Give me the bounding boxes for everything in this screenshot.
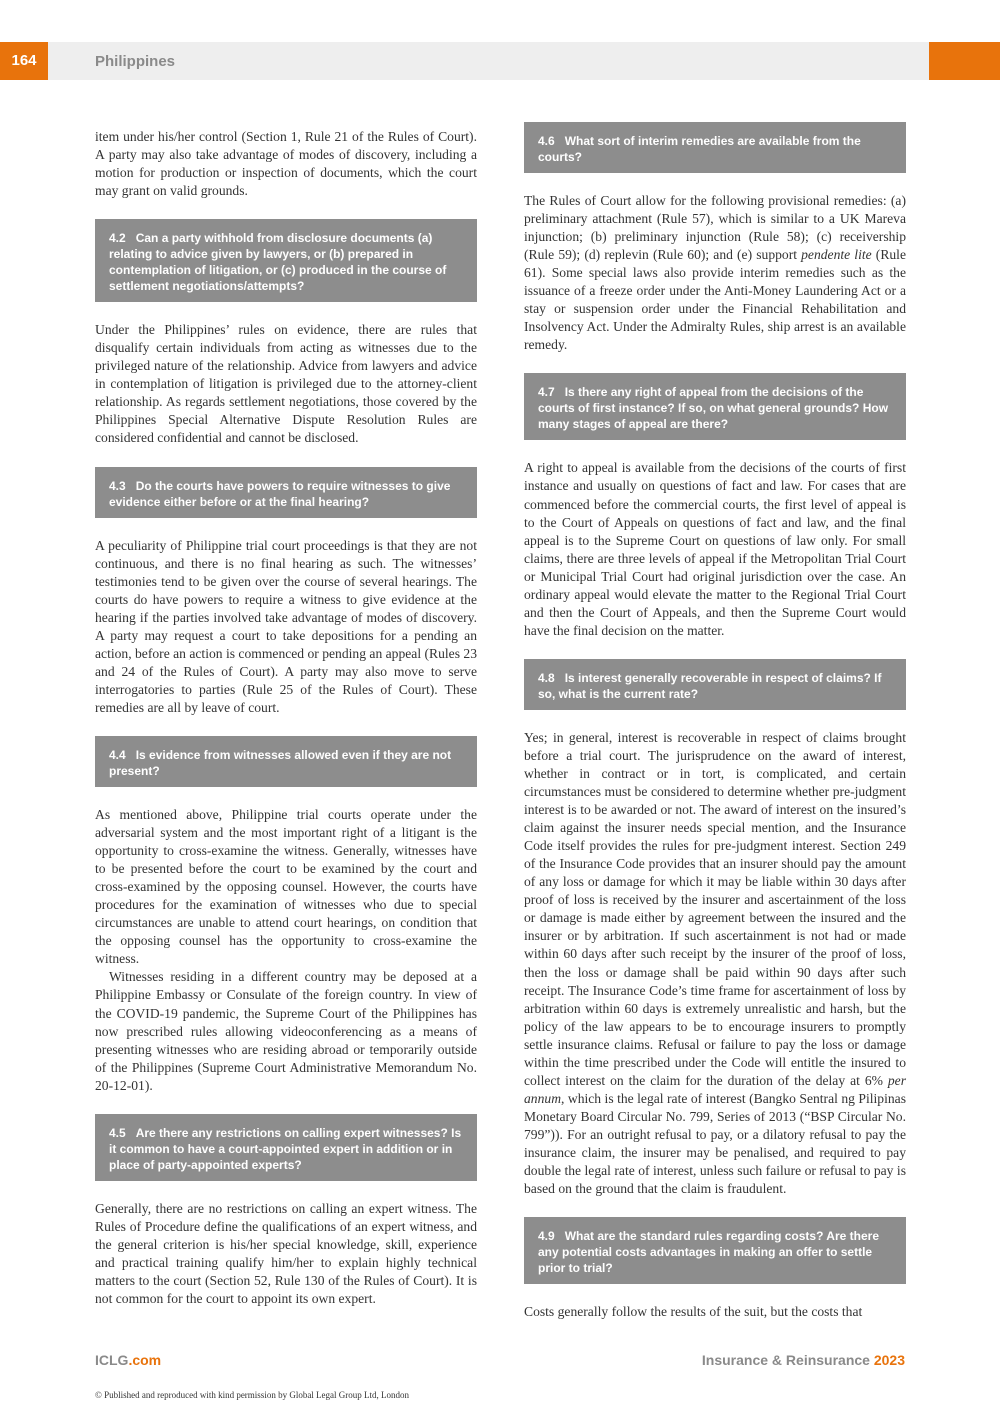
question-text: Do the courts have powers to require witnesses to give evidence either before or at the final hearing? xyxy=(109,478,451,509)
question-number: 4.8 xyxy=(538,670,555,685)
question-4-9 xyxy=(524,1217,906,1284)
answer-4-2: Under the Philippines’ rules on evidence, there are rules that disqualify certain individuals from acting as witnesses due to the privileged nature of the relationship. Advice from lawyers and advice in contemplation of litigation is privileged due to the attorney-client relationship. As regards settlement negotiations, those covered by the Philippines Special Alternative Dispute Resolution Rules are considered confidential and cannot be disclosed. xyxy=(95,322,477,446)
question-4-6 xyxy=(524,122,906,173)
question-number: 4.9 xyxy=(538,1229,555,1244)
question-number: 4.7 xyxy=(538,385,555,400)
question-text: What sort of interim remedies are available from the courts? xyxy=(538,134,861,164)
running-title: Philippines xyxy=(95,53,176,70)
header-accent-block xyxy=(929,42,1000,80)
question-text: What are the standard rules regarding costs? Are there any potential costs advantages in making an offer to settle prior to trial? xyxy=(538,1229,879,1276)
question-text: Can a party withhold from disclosure documents (a) relating to advice given by lawyers, or (b) prepared in contemplation of litigation, or (c) produced in the course of settlement negotiations/attempts? xyxy=(109,231,447,294)
answer-4-6 xyxy=(524,192,906,354)
answer-text: , which is the legal rate of interest (Bangko Sentral ng Pilipinas Monetary Board Circular No. 799, Series of 2013 (“BSP Circular No. 799”)). For an outright refusal to pay, or a dilatory refusal to pay the insurance claim, the insurer may be penalised, and required to pay double the legal rate of interest, unless such failure or refusal to pay is based on the ground that the claim is fraudulent. xyxy=(524,1090,906,1197)
question-4-8 xyxy=(524,659,906,710)
brand-domain: .com xyxy=(128,1352,162,1368)
answer-text: Yes; in general, interest is recoverable in respect of claims brought before a trial court. The jurisprudence on the award of interest, whether in contract or in tort, is complicated, and certain circumstances must be considered to determine whether pre-judgment interest is to be awarded or not. The award of interest on the insured’s claim against the insurer needs special mention, and the Insurance Code itself provides the rules for pre-judgment interest. Section 249 of the Insurance Code provides that an insurer should pay the amount of any loss or damage for which it may be liable within 30 days after proof of loss is received by the insurer and ascertainment of the loss or damage is made either by agreement between the insured and the insurer or by arbitration. If such ascertainment is not had or made within 60 days after such receipt by the insurer of the proof of loss, then the loss or damage shall be paid within 90 days after such receipt. The Insurance Code’s time frame for ascertainment of loss by arbitration within 60 days is extremely unrealistic and harsh, but the policy of the law appears to be to encourage insurers to promptly settle insurance claims. Refusal or failure to pay the loss or damage within the time prescribed under the Code will entitle the insured to collect interest on the claim for the duration of the delay at 6% xyxy=(524,729,906,1088)
answer-text: (Rule 61). Some special laws also provide interim remedies such as the issuance of a freeze order under the Anti-Money Laundering Act or a stay or suspension order under the Financial Rehabilitation and Insolvency Act. Under the Admiralty Rules, ship arrest is an available remedy. xyxy=(524,247,906,353)
question-text: Are there any restrictions on calling expert witnesses? Is it common to have a court-appointed expert in addition or in place of party-appointed experts? xyxy=(109,1125,462,1172)
latin-term: per annum xyxy=(524,1072,906,1106)
copyright-notice: © Published and reproduced with kind permission by Global Legal Group Ltd, London xyxy=(95,1390,410,1400)
question-number: 4.3 xyxy=(109,478,126,493)
question-4-7 xyxy=(524,373,906,440)
answer-4-4-paragraph-2: Witnesses residing in a different country may be deposed at a Philippine Embassy or Consulate of the foreign country. In view of the COVID-19 pandemic, the Supreme Court of the Philippines has now prescribed rules allowing videoconferencing as a means of presenting witnesses who are residing abroad or temporarily outside of the Philippines (Supreme Court Administrative Memorandum No. 20-12-01). xyxy=(95,969,477,1093)
left-column xyxy=(95,128,477,1308)
question-4-5 xyxy=(95,1114,477,1181)
answer-4-5: Generally, there are no restrictions on calling an expert witness. The Rules of Procedure define the qualifications of an expert witness, and the general criterion is his/her special knowledge, skill, experience and practical training qualify him/her to explain highly technical matters to the court (Section 52, Rule 130 of the Rules of Court). It is not common for the court to appoint its own expert. xyxy=(95,1200,477,1306)
footer-brand xyxy=(95,1352,161,1368)
answer-text: The Rules of Court allow for the following provisional remedies: (a) preliminary attachment (Rule 57), which is similar to a UK Mareva injunction; (b) preliminary injunction (Rule 58); (c) receivership (Rule 59); (d) replevin (Rule 60); and (e) support xyxy=(524,193,906,263)
brand-name: ICLG xyxy=(95,1352,129,1368)
question-number: 4.5 xyxy=(109,1125,126,1140)
footer-publication xyxy=(702,1352,905,1368)
right-column xyxy=(524,122,906,1321)
answer-4-8 xyxy=(524,729,906,1198)
question-number: 4.6 xyxy=(538,134,555,148)
question-number: 4.2 xyxy=(109,231,126,246)
question-text: Is there any right of appeal from the decisions of the courts of first instance? If so, on what general grounds? How many stages of appeal are there? xyxy=(538,385,889,432)
question-number: 4.4 xyxy=(109,747,126,762)
answer-4-4-paragraph-1: As mentioned above, Philippine trial courts operate under the adversarial system and the most important right of a litigant is the opportunity to cross-examine the witness. Generally, witnesses have to be presented before the court to be examined by the court and cross-examined by the opposing counsel. However, the courts have procedures for the examination of witnesses who due to special circumstances are unable to attend court hearings, on condition that the opposing counsel has the opportunity to cross-examine the witness. xyxy=(95,806,477,967)
publication-name: Insurance & Reinsurance xyxy=(701,1352,870,1368)
latin-term: pendente lite xyxy=(801,247,872,263)
question-4-4 xyxy=(95,736,477,787)
answer-4-3: A peculiarity of Philippine trial court proceedings is that they are not continuous, and there is no final hearing as such. The witnesses’ testimonies tend to be given over the course of several hearings. The courts do have powers to require a witness to give evidence at the hearing if the parties involved take advantage of modes of discovery. A party may request a court to take depositions for a pending an action, before an action is commenced or pending an appeal (Rules 23 and 24 of the Rules of Court). A party may also move to serve interrogatories to parties (Rule 25 of the Rules of Court). These remedies are all by leave of court. xyxy=(95,537,477,715)
question-4-2 xyxy=(95,219,477,302)
answer-4-9: Costs generally follow the results of the suit, but the costs that xyxy=(524,1304,863,1320)
answer-4-7: A right to appeal is available from the decisions of the courts of first instance and usually on questions of fact and law. For cases that are commenced before the commercial courts, the first level of appeal is to the Court of Appeals on questions of fact and law, and the final appeal is to the Supreme Court on questions of law only. For small claims, there are three levels of appeal if the Metropolitan Trial Court or Municipal Trial Court had original jurisdiction over the case. An ordinary appeal would elevate the matter to the Regional Trial Court and then the Court of Appeals, and then the Supreme Court would have the final decision on the matter. xyxy=(524,460,906,638)
page-number: 164 xyxy=(0,42,48,80)
publication-year: 2023 xyxy=(873,1352,905,1368)
question-text: Is interest generally recoverable in respect of claims? If so, what is the current rate? xyxy=(538,670,882,701)
question-4-3 xyxy=(95,467,477,518)
paragraph-intro: item under his/her control (Section 1, Rule 21 of the Rules of Court). A party may also take advantage of modes of discovery, including a motion for production or inspection of documents, which the court may grant on valid grounds. xyxy=(95,129,477,199)
question-text: Is evidence from witnesses allowed even if they are not present? xyxy=(109,747,452,778)
